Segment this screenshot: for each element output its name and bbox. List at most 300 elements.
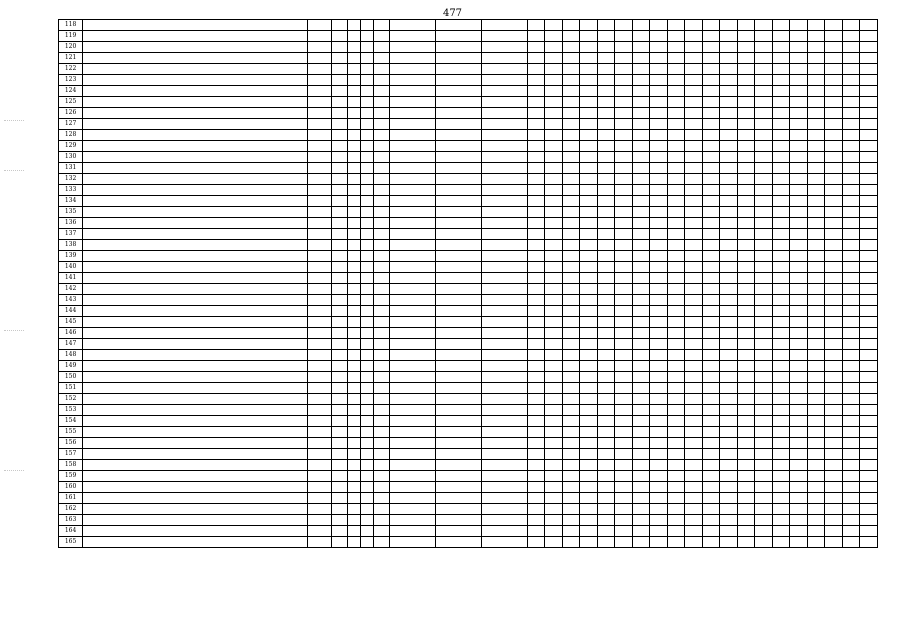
- table-cell: [632, 493, 650, 504]
- table-cell: [807, 174, 825, 185]
- table-cell: [860, 262, 878, 273]
- table-cell: [545, 339, 563, 350]
- table-cell: [545, 97, 563, 108]
- table-cell: [737, 251, 755, 262]
- table-cell: [615, 405, 633, 416]
- address-cell: [83, 361, 307, 372]
- table-cell: [807, 438, 825, 449]
- table-cell: [545, 328, 563, 339]
- table-cell: [597, 460, 615, 471]
- table-cell: [860, 460, 878, 471]
- row-number-cell: 146: [59, 328, 83, 339]
- table-cell: [527, 537, 545, 548]
- table-cell: [615, 339, 633, 350]
- table-cell: [737, 174, 755, 185]
- row-number-cell: 156: [59, 438, 83, 449]
- table-cell: [702, 383, 720, 394]
- table-cell: [702, 350, 720, 361]
- table-cell: [702, 53, 720, 64]
- table-row: [59, 185, 878, 196]
- table-cell: [562, 405, 580, 416]
- table-cell: [842, 537, 860, 548]
- table-cell: [632, 185, 650, 196]
- address-cell: [83, 141, 307, 152]
- table-cell: [374, 108, 389, 119]
- table-cell: [772, 416, 790, 427]
- table-cell: [545, 416, 563, 427]
- table-cell: [562, 97, 580, 108]
- table-cell: [389, 163, 435, 174]
- table-cell: [755, 251, 773, 262]
- table-cell: [667, 196, 685, 207]
- table-cell: [755, 75, 773, 86]
- table-cell: [562, 328, 580, 339]
- page-number: 477: [442, 8, 463, 19]
- table-cell: [435, 460, 481, 471]
- table-cell: [374, 526, 389, 537]
- table-cell: [737, 196, 755, 207]
- row-number-cell: 153: [59, 405, 83, 416]
- table-cell: [772, 405, 790, 416]
- table-cell: [389, 174, 435, 185]
- table-cell: [650, 174, 668, 185]
- table-cell: [790, 372, 808, 383]
- table-cell: [650, 394, 668, 405]
- table-cell: [481, 394, 527, 405]
- table-cell: [667, 482, 685, 493]
- table-cell: [790, 416, 808, 427]
- table-cell: [307, 493, 331, 504]
- table-cell: [481, 262, 527, 273]
- address-cell: [83, 229, 307, 240]
- table-cell: [545, 185, 563, 196]
- table-cell: [772, 328, 790, 339]
- table-cell: [790, 339, 808, 350]
- row-number-cell: 145: [59, 317, 83, 328]
- table-cell: [772, 427, 790, 438]
- table-cell: [361, 339, 374, 350]
- table-cell: [481, 75, 527, 86]
- table-cell: [860, 328, 878, 339]
- table-cell: [597, 218, 615, 229]
- table-cell: [348, 295, 361, 306]
- table-cell: [650, 328, 668, 339]
- table-cell: [331, 119, 347, 130]
- table-cell: [580, 174, 598, 185]
- table-cell: [772, 75, 790, 86]
- table-cell: [842, 317, 860, 328]
- table-cell: [632, 42, 650, 53]
- table-cell: [825, 295, 843, 306]
- table-cell: [527, 493, 545, 504]
- table-cell: [737, 141, 755, 152]
- table-cell: [481, 240, 527, 251]
- table-cell: [842, 42, 860, 53]
- table-cell: [527, 328, 545, 339]
- table-cell: [481, 339, 527, 350]
- table-cell: [331, 207, 347, 218]
- table-cell: [860, 361, 878, 372]
- table-cell: [580, 75, 598, 86]
- table-cell: [580, 328, 598, 339]
- table-cell: [667, 317, 685, 328]
- table-row: [59, 251, 878, 262]
- table-cell: [481, 229, 527, 240]
- table-cell: [545, 64, 563, 75]
- table-cell: [842, 460, 860, 471]
- table-cell: [597, 130, 615, 141]
- table-cell: [545, 53, 563, 64]
- address-cell: [83, 405, 307, 416]
- table-cell: [860, 53, 878, 64]
- table-cell: [720, 207, 738, 218]
- table-row: [59, 53, 878, 64]
- table-cell: [389, 328, 435, 339]
- table-cell: [790, 438, 808, 449]
- table-cell: [481, 350, 527, 361]
- table-cell: [807, 405, 825, 416]
- table-cell: [720, 86, 738, 97]
- table-cell: [361, 196, 374, 207]
- table-cell: [685, 119, 703, 130]
- table-cell: [348, 64, 361, 75]
- table-cell: [374, 339, 389, 350]
- table-cell: [374, 141, 389, 152]
- table-cell: [755, 361, 773, 372]
- table-cell: [702, 317, 720, 328]
- table-row: [59, 405, 878, 416]
- table-cell: [860, 64, 878, 75]
- table-cell: [527, 196, 545, 207]
- table-cell: [331, 75, 347, 86]
- table-cell: [597, 449, 615, 460]
- table-cell: [702, 537, 720, 548]
- table-cell: [825, 229, 843, 240]
- table-cell: [348, 504, 361, 515]
- table-cell: [361, 449, 374, 460]
- table-cell: [348, 251, 361, 262]
- table-cell: [597, 438, 615, 449]
- table-cell: [361, 438, 374, 449]
- table-cell: [772, 537, 790, 548]
- table-cell: [720, 262, 738, 273]
- table-cell: [685, 449, 703, 460]
- table-cell: [667, 416, 685, 427]
- table-row: [59, 207, 878, 218]
- table-cell: [348, 273, 361, 284]
- table-cell: [481, 251, 527, 262]
- table-cell: [825, 537, 843, 548]
- table-cell: [615, 152, 633, 163]
- table-cell: [389, 262, 435, 273]
- table-cell: [650, 284, 668, 295]
- table-cell: [580, 405, 598, 416]
- table-cell: [702, 31, 720, 42]
- table-cell: [562, 262, 580, 273]
- table-cell: [842, 97, 860, 108]
- table-cell: [842, 53, 860, 64]
- table-cell: [825, 405, 843, 416]
- table-cell: [632, 460, 650, 471]
- table-cell: [481, 174, 527, 185]
- table-cell: [790, 229, 808, 240]
- table-cell: [361, 185, 374, 196]
- table-cell: [545, 207, 563, 218]
- table-cell: [615, 416, 633, 427]
- table-cell: [842, 295, 860, 306]
- table-cell: [755, 515, 773, 526]
- table-cell: [632, 427, 650, 438]
- table-cell: [860, 20, 878, 31]
- table-cell: [435, 141, 481, 152]
- table-cell: [807, 383, 825, 394]
- table-cell: [348, 152, 361, 163]
- table-cell: [435, 97, 481, 108]
- address-cell: [83, 383, 307, 394]
- table-cell: [527, 207, 545, 218]
- table-cell: [632, 86, 650, 97]
- table-cell: [667, 75, 685, 86]
- table-cell: [842, 273, 860, 284]
- table-cell: [632, 163, 650, 174]
- address-cell: [83, 174, 307, 185]
- table-cell: [790, 196, 808, 207]
- table-cell: [755, 306, 773, 317]
- table-cell: [772, 515, 790, 526]
- table-cell: [615, 537, 633, 548]
- table-cell: [667, 218, 685, 229]
- table-cell: [527, 427, 545, 438]
- address-cell: [83, 163, 307, 174]
- table-cell: [790, 328, 808, 339]
- table-cell: [481, 218, 527, 229]
- table-cell: [702, 416, 720, 427]
- table-cell: [650, 339, 668, 350]
- table-cell: [842, 394, 860, 405]
- table-cell: [755, 295, 773, 306]
- table-cell: [825, 273, 843, 284]
- table-cell: [807, 97, 825, 108]
- table-cell: [348, 97, 361, 108]
- table-cell: [842, 361, 860, 372]
- table-cell: [790, 394, 808, 405]
- table-cell: [527, 119, 545, 130]
- table-cell: [702, 174, 720, 185]
- table-cell: [807, 152, 825, 163]
- table-row: [59, 262, 878, 273]
- table-cell: [650, 97, 668, 108]
- table-cell: [331, 317, 347, 328]
- table-cell: [860, 427, 878, 438]
- table-cell: [702, 108, 720, 119]
- table-cell: [580, 64, 598, 75]
- table-cell: [720, 295, 738, 306]
- table-cell: [361, 53, 374, 64]
- table-cell: [860, 317, 878, 328]
- table-cell: [650, 75, 668, 86]
- table-cell: [615, 185, 633, 196]
- table-cell: [737, 493, 755, 504]
- table-cell: [755, 350, 773, 361]
- table-cell: [720, 163, 738, 174]
- table-cell: [389, 152, 435, 163]
- table-cell: [597, 196, 615, 207]
- table-cell: [374, 53, 389, 64]
- table-cell: [720, 482, 738, 493]
- table-cell: [825, 438, 843, 449]
- table-cell: [597, 317, 615, 328]
- table-cell: [597, 405, 615, 416]
- table-cell: [580, 339, 598, 350]
- table-cell: [842, 207, 860, 218]
- table-cell: [307, 339, 331, 350]
- table-cell: [562, 471, 580, 482]
- table-cell: [720, 31, 738, 42]
- table-cell: [481, 64, 527, 75]
- table-cell: [825, 394, 843, 405]
- table-cell: [307, 438, 331, 449]
- table-cell: [615, 394, 633, 405]
- table-cell: [545, 174, 563, 185]
- table-cell: [331, 372, 347, 383]
- table-cell: [545, 218, 563, 229]
- table-cell: [632, 207, 650, 218]
- table-cell: [348, 119, 361, 130]
- table-cell: [807, 119, 825, 130]
- table-cell: [842, 141, 860, 152]
- table-cell: [772, 174, 790, 185]
- table-cell: [790, 306, 808, 317]
- table-cell: [685, 174, 703, 185]
- table-cell: [860, 251, 878, 262]
- table-cell: [545, 75, 563, 86]
- table-cell: [545, 119, 563, 130]
- table-cell: [772, 207, 790, 218]
- table-cell: [481, 361, 527, 372]
- table-cell: [737, 284, 755, 295]
- table-cell: [667, 350, 685, 361]
- table-cell: [481, 196, 527, 207]
- table-cell: [790, 295, 808, 306]
- table-cell: [807, 306, 825, 317]
- table-cell: [825, 141, 843, 152]
- table-cell: [597, 262, 615, 273]
- table-cell: [842, 383, 860, 394]
- table-cell: [374, 273, 389, 284]
- table-cell: [597, 306, 615, 317]
- table-cell: [807, 526, 825, 537]
- table-cell: [650, 427, 668, 438]
- table-cell: [562, 295, 580, 306]
- table-cell: [435, 361, 481, 372]
- table-cell: [307, 31, 331, 42]
- table-cell: [615, 130, 633, 141]
- table-cell: [860, 163, 878, 174]
- row-number-cell: 123: [59, 75, 83, 86]
- table-cell: [374, 449, 389, 460]
- table-cell: [772, 350, 790, 361]
- address-cell: [83, 152, 307, 163]
- table-cell: [527, 86, 545, 97]
- table-row: [59, 482, 878, 493]
- address-cell: [83, 284, 307, 295]
- table-cell: [435, 438, 481, 449]
- table-cell: [632, 449, 650, 460]
- table-cell: [685, 53, 703, 64]
- table-cell: [720, 196, 738, 207]
- table-cell: [842, 185, 860, 196]
- table-cell: [597, 174, 615, 185]
- table-cell: [361, 317, 374, 328]
- table-cell: [755, 86, 773, 97]
- table-cell: [597, 229, 615, 240]
- table-cell: [720, 64, 738, 75]
- table-cell: [331, 394, 347, 405]
- table-cell: [348, 471, 361, 482]
- table-cell: [374, 20, 389, 31]
- table-cell: [650, 438, 668, 449]
- table-cell: [331, 97, 347, 108]
- table-cell: [331, 306, 347, 317]
- table-cell: [807, 130, 825, 141]
- row-number-cell: 148: [59, 350, 83, 361]
- table-cell: [720, 75, 738, 86]
- table-cell: [807, 394, 825, 405]
- table-cell: [348, 306, 361, 317]
- table-cell: [772, 163, 790, 174]
- table-cell: [755, 383, 773, 394]
- table-cell: [842, 163, 860, 174]
- table-cell: [562, 53, 580, 64]
- table-cell: [374, 295, 389, 306]
- table-cell: [580, 350, 598, 361]
- table-cell: [331, 482, 347, 493]
- table-cell: [389, 207, 435, 218]
- table-cell: [685, 185, 703, 196]
- table-cell: [737, 31, 755, 42]
- table-cell: [702, 97, 720, 108]
- table-cell: [615, 53, 633, 64]
- table-cell: [307, 471, 331, 482]
- table-cell: [650, 31, 668, 42]
- table-cell: [307, 141, 331, 152]
- table-cell: [667, 174, 685, 185]
- table-cell: [755, 207, 773, 218]
- table-cell: [527, 515, 545, 526]
- table-cell: [331, 218, 347, 229]
- table-cell: [772, 295, 790, 306]
- table-cell: [807, 482, 825, 493]
- table-cell: [650, 493, 668, 504]
- table-cell: [737, 185, 755, 196]
- table-cell: [580, 119, 598, 130]
- row-number-cell: 127: [59, 119, 83, 130]
- table-cell: [580, 416, 598, 427]
- table-cell: [842, 251, 860, 262]
- table-cell: [597, 97, 615, 108]
- table-cell: [348, 515, 361, 526]
- table-cell: [807, 229, 825, 240]
- table-cell: [825, 31, 843, 42]
- table-cell: [435, 482, 481, 493]
- table-cell: [435, 174, 481, 185]
- table-cell: [755, 108, 773, 119]
- table-cell: [580, 273, 598, 284]
- table-cell: [580, 86, 598, 97]
- table-cell: [790, 405, 808, 416]
- table-cell: [597, 185, 615, 196]
- table-cell: [389, 273, 435, 284]
